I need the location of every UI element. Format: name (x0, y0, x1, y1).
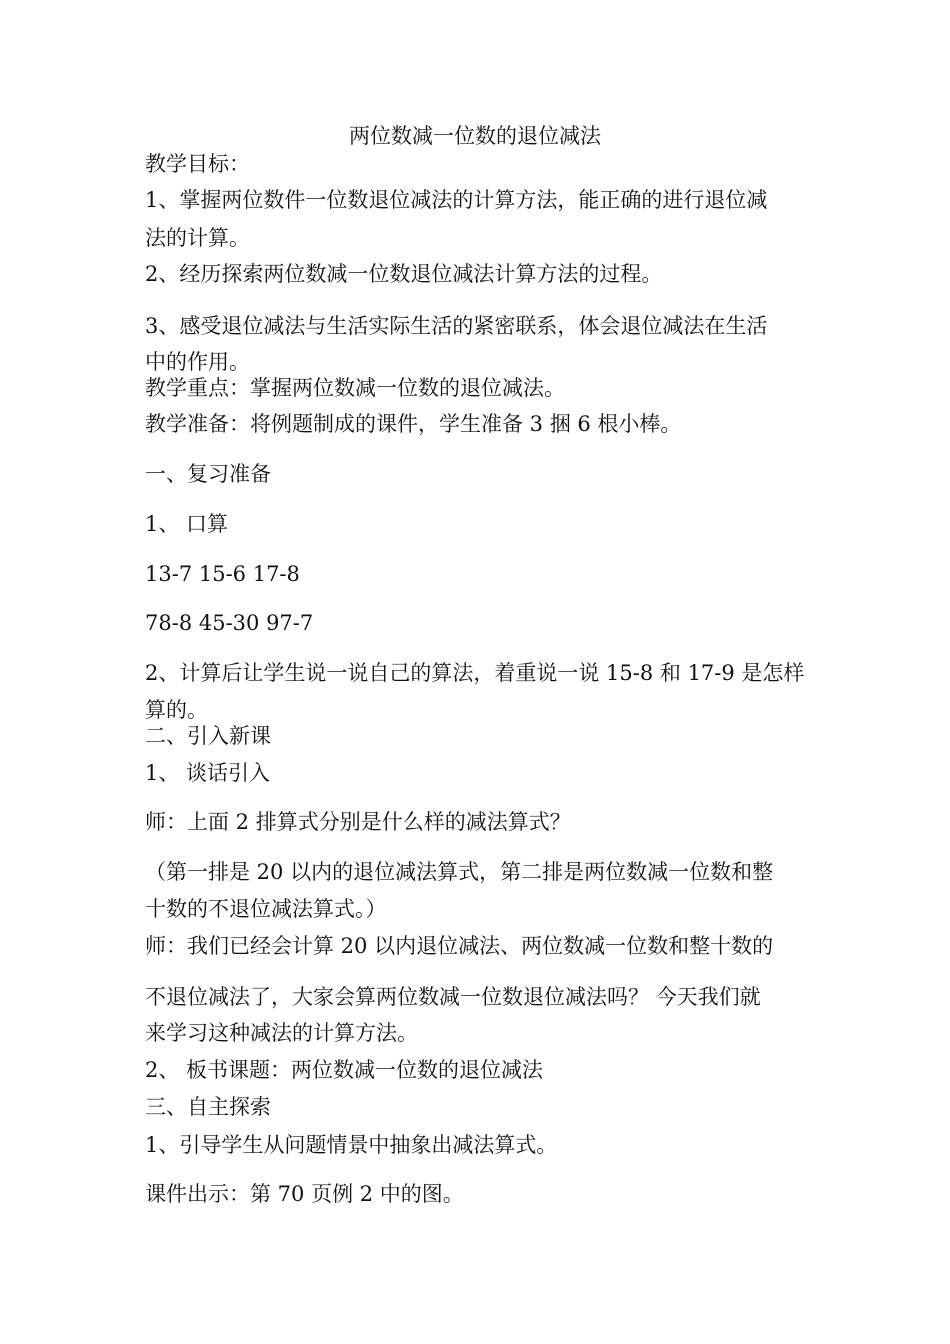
text-line: 教学目标： (145, 152, 250, 176)
text-line: 十数的不退位减法算式。） (145, 897, 387, 921)
text-line: 中的作用。 (145, 350, 250, 374)
text-line: 1、 谈话引入 (145, 761, 271, 785)
text-line: 1、引导学生从问题情景中抽象出减法算式。 (145, 1133, 558, 1157)
text-line: 13-7 15-6 17-8 (145, 562, 300, 586)
text-line: 师：我们已经会计算 20 以内退位减法、两位数减一位数和整十数的 (145, 934, 774, 958)
text-line: 算的。 (145, 698, 208, 722)
text-line: 78-8 45-30 97-7 (145, 611, 314, 635)
section-heading: 三、自主探索 (145, 1095, 271, 1119)
text-line: 3、感受退位减法与生活实际生活的紧密联系，体会退位减法在生活 (145, 314, 768, 338)
text-line: 2、计算后让学生说一说自己的算法，着重说一说 15-8 和 17-9 是怎样 (145, 661, 805, 685)
text-line: 来学习这种减法的计算方法。 (145, 1021, 418, 1045)
text-line: 法的计算。 (145, 226, 250, 250)
text-line: （第一排是 20 以内的退位减法算式，第二排是两位数减一位数和整 (145, 860, 774, 884)
text-line: 1、掌握两位数件一位数退位减法的计算方法，能正确的进行退位减 (145, 188, 768, 212)
section-heading: 一、复习准备 (145, 462, 271, 486)
text-line: 2、经历探索两位数减一位数退位减法计算方法的过程。 (145, 262, 663, 286)
text-line: 教学重点：掌握两位数减一位数的退位减法。 (145, 376, 565, 400)
text-line: 1、 口算 (145, 512, 229, 536)
text-line: 教学准备：将例题制成的课件，学生准备 3 捆 6 根小棒。 (145, 412, 682, 436)
text-line: 师：上面 2 排算式分别是什么样的减法算式？ (145, 810, 571, 834)
text-line: 2、 板书课题：两位数减一位数的退位减法 (145, 1058, 544, 1082)
document-title: 两位数减一位数的退位减法 (349, 124, 601, 148)
text-line: 不退位减法了，大家会算两位数减一位数退位减法吗？ 今天我们就 (145, 985, 761, 1009)
section-heading: 二、引入新课 (145, 724, 271, 748)
text-line: 课件出示：第 70 页例 2 中的图。 (145, 1182, 464, 1206)
